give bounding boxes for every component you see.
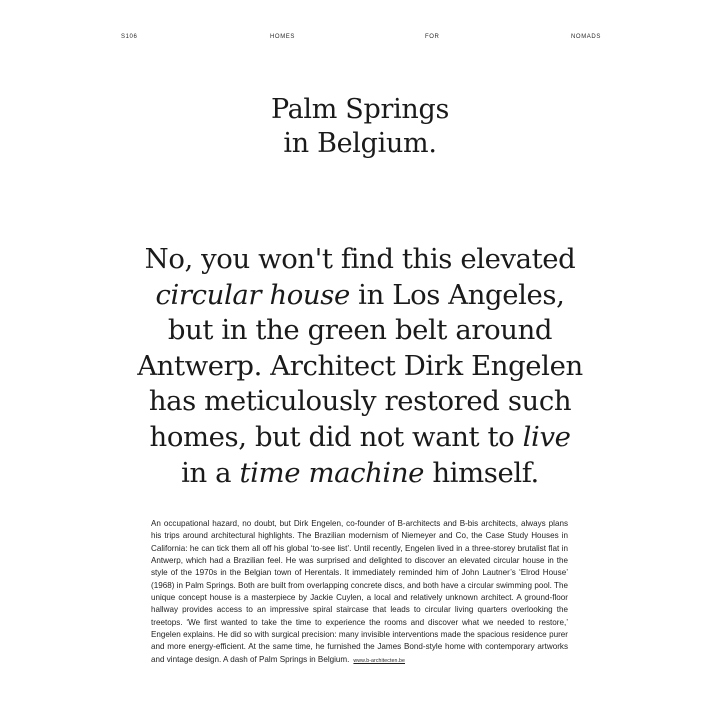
lead-italic-time-machine: time machine: [239, 456, 425, 489]
body-paragraph: [151, 518, 568, 667]
lead-line-2-rest: in Los Angeles,: [349, 278, 565, 311]
body-text: An occupational hazard, no doubt, but Dirk Engelen, co-founder of B-architects and B-bis architects, always plans his trips around architectural highlights. The Brazilian modernism of Niemeyer and Co, the Case Study Houses in California: he can tick them all off his global ‘to-see list’. Until recently, Engelen lived in a three-storey brutalist flat in Antwerp, which had a Brazilian feel. He was surprised and delighted to discover an elevated circular house in the style of the 1970s in the Belgian town of Herentals. It immediately reminded him of John Lautner’s ‘Elrod House’ (1968) in Palm Springs. Both are built from overlapping concrete discs, and both have a circular swimming pool. The unique concept house is a masterpiece by Jackie Cuylen, a local and relatively unknown architect. A ground-floor hallway provides access to an impressive spiral staircase that leads to circular living quarters overlooking the treetops. ‘We first wanted to take the time to experience the rooms and discover what we needed to restore,’ Engelen explains. He did so with surgical precision: many invisible interventions made the spacious residence purer and more energy-efficient. At the same time, he furnished the James Bond-style home with contemporary artworks and vintage design. A dash of Palm Springs in Belgium.: [151, 519, 568, 664]
page-number: S106: [121, 34, 138, 40]
lead-line-4: Antwerp. Architect Dirk Engelen: [137, 349, 583, 382]
lead-line-7: [0, 456, 720, 492]
article-title-line-2: in Belgium.: [283, 128, 437, 159]
article-title-line-1: Palm Springs: [270, 94, 450, 125]
lead-paragraph: [0, 242, 720, 491]
lead-line-6-start: homes, but did not want to: [149, 420, 523, 453]
lead-line-7-end: himself.: [424, 456, 539, 489]
lead-italic-circular-house: circular house: [155, 278, 350, 311]
lead-line-1: No, you won't find this elevated: [144, 243, 576, 275]
running-header: [0, 34, 720, 44]
lead-line-2: [0, 278, 720, 314]
section-title-word-nomads: NOMADS: [571, 34, 601, 40]
lead-line-5: has meticulously restored such: [148, 385, 572, 418]
article-title: [0, 93, 720, 161]
lead-line-6: [0, 420, 720, 456]
section-title-word-for: FOR: [425, 34, 440, 40]
lead-line-3: but in the green belt around: [167, 314, 553, 347]
architect-website-link[interactable]: www.b-architecten.be: [353, 657, 406, 664]
lead-line-7-start: in a: [181, 456, 240, 489]
lead-italic-live: live: [522, 420, 571, 453]
section-title-word-homes: HOMES: [270, 34, 296, 40]
